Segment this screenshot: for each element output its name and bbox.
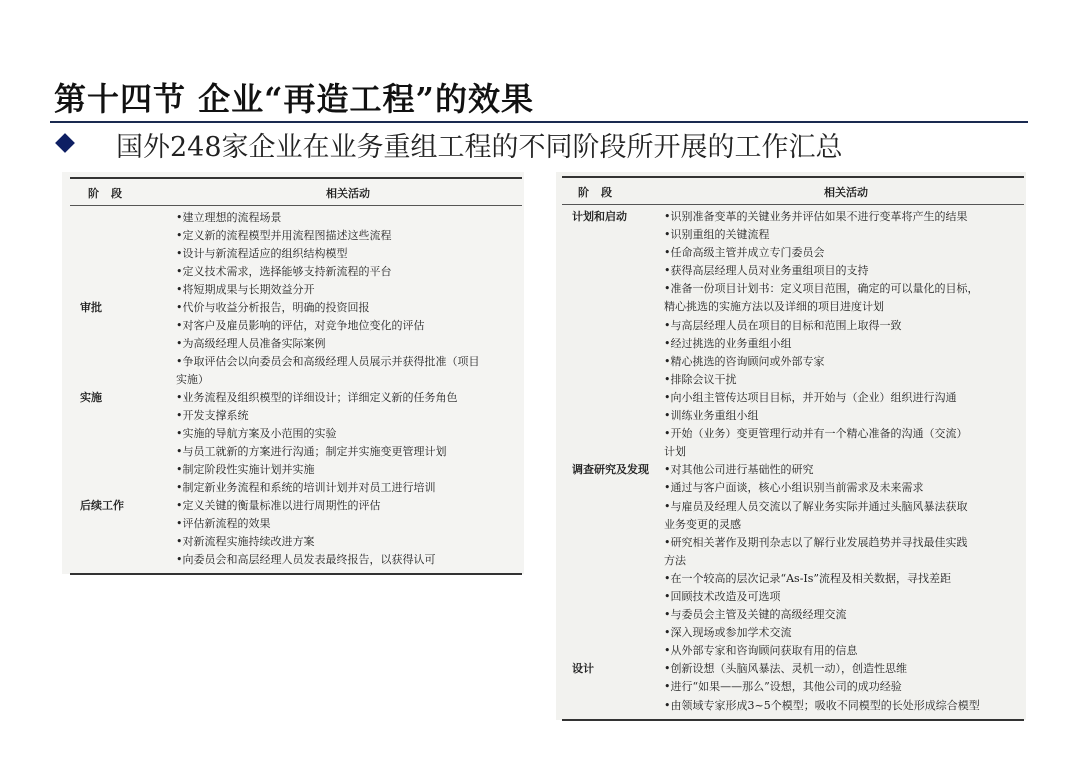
activity-item: •制定阶段性实施计划并实施 (176, 463, 315, 476)
activity-item: •深入现场或参加学术交流 (664, 626, 792, 640)
activity-item: •定义新的流程模型并用流程图描述这些流程 (176, 229, 392, 242)
stage-label: 实施 (80, 391, 102, 404)
activity-item: •训练业务重组小组 (664, 409, 759, 423)
activity-item: •与雇员及经理人员交流以了解业务实际并通过头脑风暴法获取 (664, 499, 968, 513)
table-row (562, 570, 1024, 588)
table-row (562, 244, 1024, 262)
table-row (70, 515, 522, 533)
table-row (70, 389, 522, 407)
activity-item: •开发支撑系统 (176, 409, 249, 422)
table-row (562, 371, 1024, 389)
header-activities: 相关活动 (326, 187, 370, 200)
table-row (70, 371, 522, 389)
activity-item: •对新流程实施持续改进方案 (176, 535, 315, 548)
table-row (562, 262, 1024, 280)
table-row (562, 208, 1024, 226)
table-row (70, 551, 522, 569)
activity-item: •精心挑选的咨询顾问或外部专家 (664, 354, 825, 368)
activity-item: •定义技术需求，选择能够支持新流程的平台 (176, 265, 392, 278)
activity-item: •准备一份项目计划书：定义项目范围，确定的可以量化的目标， (664, 282, 979, 296)
table-row (562, 280, 1024, 298)
stage-label: 后续工作 (80, 499, 124, 512)
stage-label: 计划和启动 (572, 210, 627, 223)
activity-item: •排除会议干扰 (664, 372, 737, 386)
activity-item: •为高级经理人员准备实际案例 (176, 337, 326, 350)
activity-item: •评估新流程的效果 (176, 517, 271, 530)
table-row (70, 335, 522, 353)
table-row (562, 443, 1024, 461)
activity-item: •经过挑选的业务重组小组 (664, 336, 792, 350)
activity-item: •对客户及雇员影响的评估，对竞争地位变化的评估 (176, 319, 425, 332)
stage-label: 调查研究及发现 (572, 463, 649, 477)
table-row (562, 534, 1024, 552)
table-row (562, 606, 1024, 624)
stage-label: 设计 (572, 662, 594, 676)
diamond-bullet-icon (55, 133, 75, 153)
table-row (70, 407, 522, 425)
table-row (562, 697, 1024, 715)
subtitle: 国外248家企业在业务重组工程的不同阶段所开展的工作汇总 (116, 132, 843, 163)
table-row (70, 497, 522, 515)
header-activities: 相关活动 (824, 186, 868, 199)
activity-item: •研究相关著作及期刊杂志以了解行业发展趋势并寻找最佳实践 (664, 535, 968, 549)
table-row (70, 461, 522, 479)
activity-item: •代价与收益分析报告，明确的投资回报 (176, 301, 370, 314)
header-stage: 阶段 (88, 187, 134, 200)
title-divider (50, 121, 1028, 123)
activity-item: •通过与客户面谈，核心小组识别当前需求及未来需求 (664, 481, 924, 495)
table-body (70, 206, 522, 573)
table-row (70, 443, 522, 461)
header-stage: 阶段 (578, 186, 624, 199)
table-row (562, 588, 1024, 606)
table-bottom-rule (70, 573, 522, 575)
table-row (70, 209, 522, 227)
table-row (562, 389, 1024, 407)
table-left (70, 177, 522, 575)
activity-item: •制定新业务流程和系统的培训计划并对员工进行培训 (176, 481, 436, 494)
activity-item: •任命高级主管并成立专门委员会 (664, 246, 825, 260)
table-row (70, 227, 522, 245)
table-row (562, 678, 1024, 696)
table-row (562, 425, 1024, 443)
table-row (70, 317, 522, 335)
activity-item: 实施） (176, 373, 209, 386)
activity-item: •建立理想的流程场景 (176, 211, 282, 224)
activity-item: •获得高层经理人员对业务重组项目的支持 (664, 264, 869, 278)
activity-item: •定义关键的衡量标准以进行周期性的评估 (176, 499, 381, 512)
table-row (562, 642, 1024, 660)
table-row (562, 498, 1024, 516)
activity-item: •开始（业务）变更管理行动并有一个精心准备的沟通（交流） (664, 427, 968, 441)
table-row (562, 335, 1024, 353)
table-row (562, 226, 1024, 244)
activity-item: •向委员会和高层经理人员发表最终报告，以获得认可 (176, 553, 436, 566)
activity-item: •设计与新流程适应的组织结构模型 (176, 247, 348, 260)
activity-item: •业务流程及组织模型的详细设计；详细定义新的任务角色 (176, 391, 458, 404)
activity-item: •进行“如果——那么”设想，其他公司的成功经验 (664, 680, 902, 694)
activity-item: •由领域专家形成3~5个模型；吸收不同模型的长处形成综合模型 (664, 698, 980, 712)
table-row (562, 624, 1024, 642)
activity-item: •与员工就新的方案进行沟通；制定并实施变更管理计划 (176, 445, 447, 458)
table-right (562, 176, 1024, 721)
activity-item: 方法 (664, 553, 686, 567)
table-row (562, 317, 1024, 335)
activity-item: 精心挑选的实施方法以及详细的项目进度计划 (664, 300, 884, 314)
table-row (70, 425, 522, 443)
table-row (562, 407, 1024, 425)
activity-item: •与高层经理人员在项目的目标和范围上取得一致 (664, 318, 902, 332)
table-row (562, 660, 1024, 678)
activity-item: •向小组主管传达项目目标，并开始与（企业）组织进行沟通 (664, 390, 957, 404)
table-row (70, 533, 522, 551)
activity-item: •对其他公司进行基础性的研究 (664, 463, 814, 477)
activity-item: •识别准备变革的关键业务并评估如果不进行变革将产生的结果 (664, 210, 968, 223)
table-row (70, 245, 522, 263)
table-header (70, 179, 522, 205)
table-row (562, 461, 1024, 479)
activity-item: •将短期成果与长期效益分开 (176, 283, 315, 296)
table-body (562, 205, 1024, 719)
activity-item: •与委员会主管及关键的高级经理交流 (664, 608, 847, 622)
table-row (562, 298, 1024, 316)
table-row (70, 299, 522, 317)
table-row (562, 353, 1024, 371)
activity-item: •在一个较高的层次记录“As-Is”流程及相关数据，寻找差距 (664, 571, 952, 585)
table-row (562, 479, 1024, 497)
table-row (562, 552, 1024, 570)
table-row (70, 281, 522, 299)
table-bottom-rule (562, 719, 1024, 721)
activity-item: •回顾技术改造及可选项 (664, 589, 781, 603)
activity-item: •创新设想（头脑风暴法、灵机一动），创造性思维 (664, 662, 907, 676)
activity-item: 业务变更的灵感 (664, 517, 741, 531)
activity-item: 计划 (664, 445, 686, 459)
activity-item: •实施的导航方案及小范围的实验 (176, 427, 337, 440)
activity-item: •从外部专家和咨询顾问获取有用的信息 (664, 644, 858, 658)
table-header (562, 178, 1024, 204)
table-row (70, 479, 522, 497)
page-title: 第十四节 企业“再造工程”的效果 (54, 80, 534, 118)
table-row (70, 353, 522, 371)
table-row (70, 263, 522, 281)
activity-item: •识别重组的关键流程 (664, 228, 770, 242)
table-row (562, 516, 1024, 534)
activity-item: •争取评估会以向委员会和高级经理人员展示并获得批准（项目 (176, 355, 480, 368)
stage-label: 审批 (80, 301, 102, 314)
